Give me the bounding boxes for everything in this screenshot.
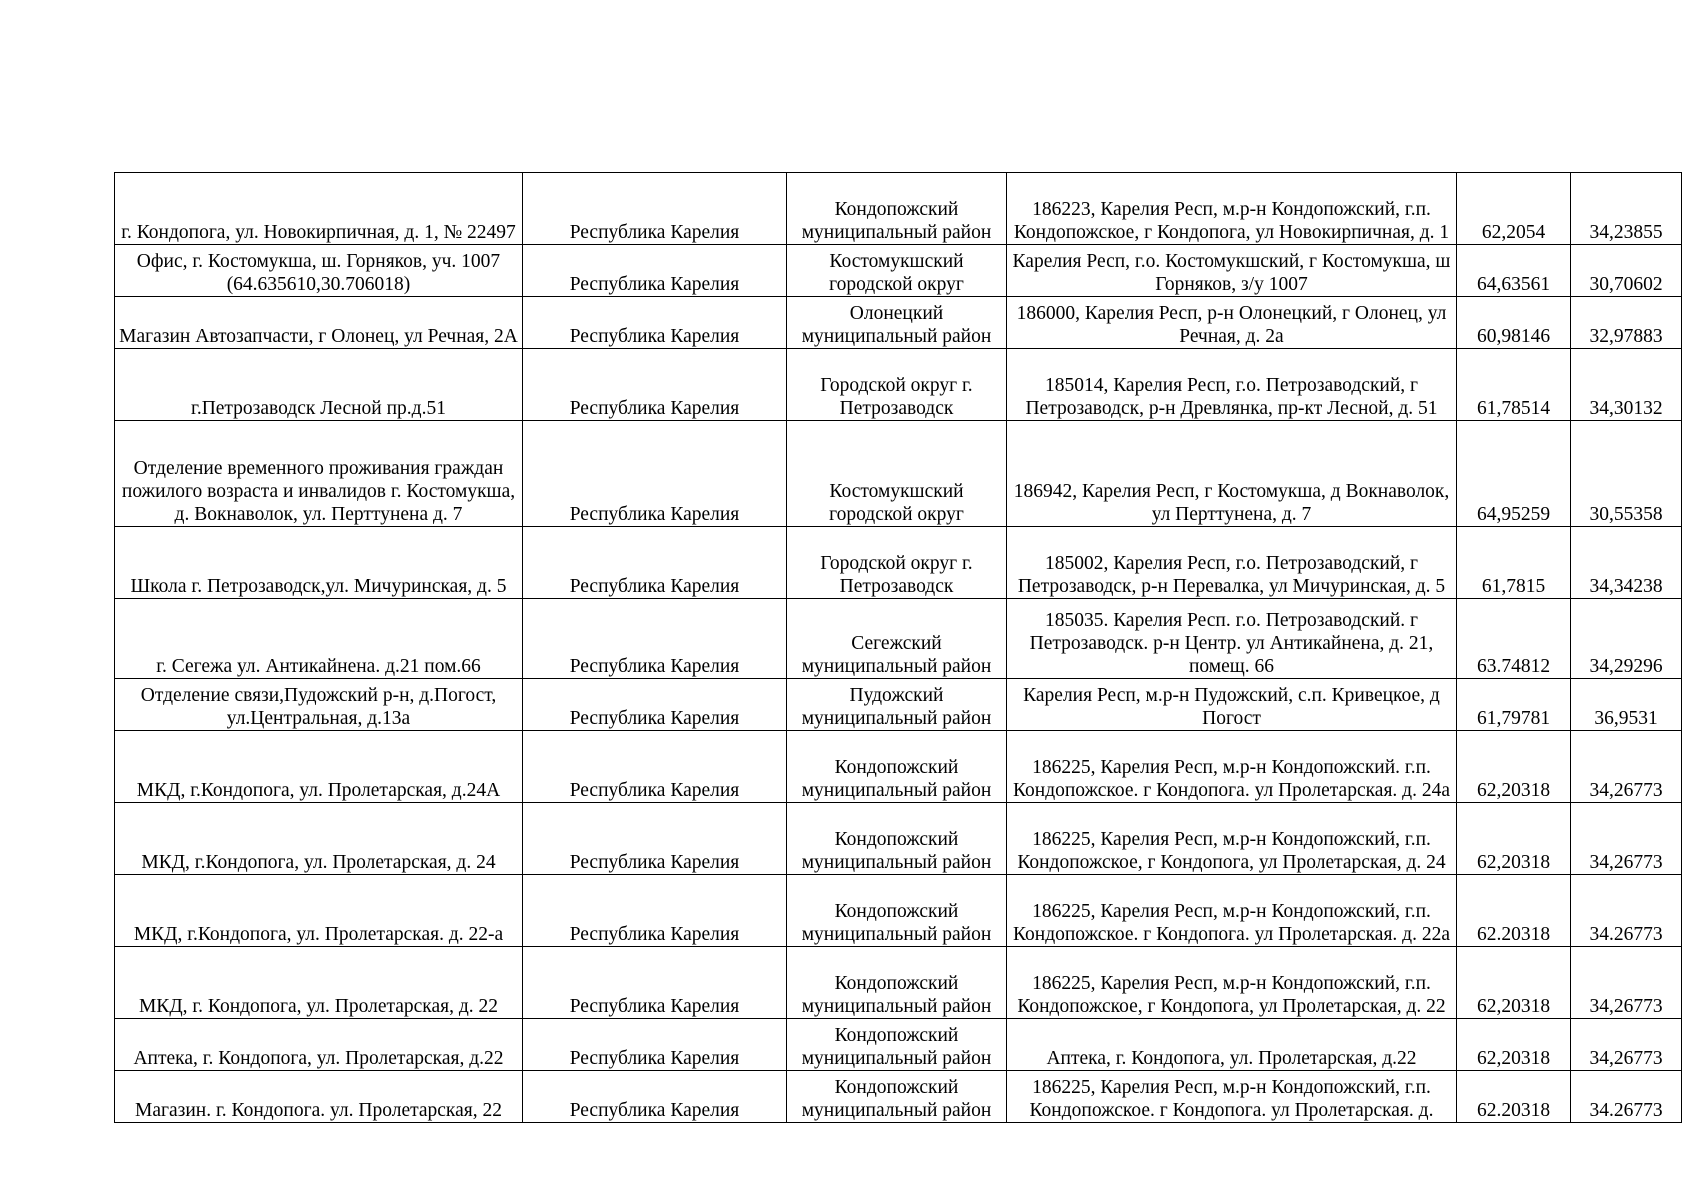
address-cell: 186225, Карелия Респ, м.р-н Кондопожский. г.п. Кондопожское. г Кондопога. ул Пролетарская. д. 24а	[1007, 731, 1457, 803]
longitude-cell: 36,9531	[1571, 679, 1682, 731]
latitude-cell: 62,20318	[1457, 1019, 1571, 1071]
longitude-cell: 34,29296	[1571, 599, 1682, 679]
address-cell: 185002, Карелия Респ, г.о. Петрозаводский, г Петрозаводск, р-н Перевалка, ул Мичуринская, д. 5	[1007, 527, 1457, 599]
longitude-cell: 34,26773	[1571, 731, 1682, 803]
longitude-cell: 34,26773	[1571, 803, 1682, 875]
place-name-cell: МКД, г.Кондопога, ул. Пролетарская, д.24А	[115, 731, 523, 803]
district-cell: Костомукшский городской округ	[787, 421, 1007, 527]
latitude-cell: 63.74812	[1457, 599, 1571, 679]
locations-table	[114, 172, 1682, 1123]
longitude-cell: 34,34238	[1571, 527, 1682, 599]
region-cell: Республика Карелия	[523, 803, 787, 875]
region-cell: Республика Карелия	[523, 173, 787, 245]
table-row	[115, 679, 1682, 731]
place-name-cell: г. Сегежа ул. Антикайнена. д.21 пом.66	[115, 599, 523, 679]
table-row	[115, 599, 1682, 679]
address-cell: 186225, Карелия Респ, м.р-н Кондопожский, г.п. Кондопожское, г Кондопога, ул Пролетарская, д. 24	[1007, 803, 1457, 875]
address-cell: 186225, Карелия Респ, м.р-н Кондопожский, г.п. Кондопожское. г Кондопога. ул Пролетарская. д. 22а	[1007, 875, 1457, 947]
latitude-cell: 61,7815	[1457, 527, 1571, 599]
region-cell: Республика Карелия	[523, 297, 787, 349]
longitude-cell: 34,26773	[1571, 1019, 1682, 1071]
latitude-cell: 62.20318	[1457, 1071, 1571, 1123]
latitude-cell: 60,98146	[1457, 297, 1571, 349]
region-cell: Республика Карелия	[523, 875, 787, 947]
region-cell: Республика Карелия	[523, 527, 787, 599]
longitude-cell: 30,70602	[1571, 245, 1682, 297]
table-row	[115, 297, 1682, 349]
district-cell: Кондопожский муниципальный район	[787, 173, 1007, 245]
longitude-cell: 34,30132	[1571, 349, 1682, 421]
place-name-cell: г. Кондопога, ул. Новокирпичная, д. 1, № 22497	[115, 173, 523, 245]
region-cell: Республика Карелия	[523, 679, 787, 731]
district-cell: Сегежский муниципальный район	[787, 599, 1007, 679]
latitude-cell: 64,95259	[1457, 421, 1571, 527]
district-cell: Кондопожский муниципальный район	[787, 731, 1007, 803]
region-cell: Республика Карелия	[523, 349, 787, 421]
place-name-cell: г.Петрозаводск Лесной пр.д.51	[115, 349, 523, 421]
latitude-cell: 62,20318	[1457, 947, 1571, 1019]
district-cell: Олонецкий муниципальный район	[787, 297, 1007, 349]
latitude-cell: 62,20318	[1457, 731, 1571, 803]
address-cell: 186225, Карелия Респ, м.р-н Кондопожский, г.п. Кондопожское, г Кондопога, ул Пролетарская, д. 22	[1007, 947, 1457, 1019]
longitude-cell: 34.26773	[1571, 875, 1682, 947]
latitude-cell: 62,2054	[1457, 173, 1571, 245]
region-cell: Республика Карелия	[523, 245, 787, 297]
address-cell: 185035. Карелия Респ. г.о. Петрозаводский. г Петрозаводск. р-н Центр. ул Антикайнена, д. 21, помещ. 66	[1007, 599, 1457, 679]
district-cell: Городской округ г. Петрозаводск	[787, 349, 1007, 421]
district-cell: Костомукшский городской округ	[787, 245, 1007, 297]
address-cell: Карелия Респ, м.р-н Пудожский, с.п. Кривецкое, д Погост	[1007, 679, 1457, 731]
table-row	[115, 173, 1682, 245]
table-row	[115, 875, 1682, 947]
address-cell: 186223, Карелия Респ, м.р-н Кондопожский, г.п. Кондопожское, г Кондопога, ул Новокирпичная, д. 1	[1007, 173, 1457, 245]
latitude-cell: 61,78514	[1457, 349, 1571, 421]
region-cell: Республика Карелия	[523, 731, 787, 803]
place-name-cell: МКД, г.Кондопога, ул. Пролетарская. д. 22-а	[115, 875, 523, 947]
district-cell: Кондопожский муниципальный район	[787, 875, 1007, 947]
region-cell: Республика Карелия	[523, 947, 787, 1019]
place-name-cell: Магазин. г. Кондопога. ул. Пролетарская, 22	[115, 1071, 523, 1123]
longitude-cell: 34,26773	[1571, 947, 1682, 1019]
longitude-cell: 34,23855	[1571, 173, 1682, 245]
address-cell: Аптека, г. Кондопога, ул. Пролетарская, д.22	[1007, 1019, 1457, 1071]
latitude-cell: 64,63561	[1457, 245, 1571, 297]
table-row	[115, 1019, 1682, 1071]
district-cell: Городской округ г. Петрозаводск	[787, 527, 1007, 599]
place-name-cell: Магазин Автозапчасти, г Олонец, ул Речная, 2А	[115, 297, 523, 349]
latitude-cell: 62,20318	[1457, 803, 1571, 875]
place-name-cell: Школа г. Петрозаводск,ул. Мичуринская, д. 5	[115, 527, 523, 599]
region-cell: Республика Карелия	[523, 1071, 787, 1123]
table-row	[115, 421, 1682, 527]
table-row	[115, 349, 1682, 421]
latitude-cell: 61,79781	[1457, 679, 1571, 731]
place-name-cell: МКД, г. Кондопога, ул. Пролетарская, д. 22	[115, 947, 523, 1019]
place-name-cell: Отделение связи,Пудожский р-н, д.Погост, ул.Центральная, д.13а	[115, 679, 523, 731]
district-cell: Кондопожский муниципальный район	[787, 947, 1007, 1019]
place-name-cell: Офис, г. Костомукша, ш. Горняков, уч. 1007 (64.635610,30.706018)	[115, 245, 523, 297]
district-cell: Кондопожский муниципальный район	[787, 1071, 1007, 1123]
table-row	[115, 803, 1682, 875]
place-name-cell: Отделение временного проживания граждан пожилого возраста и инвалидов г. Костомукша, д. Вокнаволок, ул. Перттунена д. 7	[115, 421, 523, 527]
table-row	[115, 1071, 1682, 1123]
district-cell: Пудожский муниципальный район	[787, 679, 1007, 731]
table-row	[115, 245, 1682, 297]
longitude-cell: 34.26773	[1571, 1071, 1682, 1123]
longitude-cell: 30,55358	[1571, 421, 1682, 527]
region-cell: Республика Карелия	[523, 1019, 787, 1071]
longitude-cell: 32,97883	[1571, 297, 1682, 349]
address-cell: 185014, Карелия Респ, г.о. Петрозаводский, г Петрозаводск, р-н Древлянка, пр-кт Лесной, д. 51	[1007, 349, 1457, 421]
place-name-cell: Аптека, г. Кондопога, ул. Пролетарская, д.22	[115, 1019, 523, 1071]
table-row	[115, 947, 1682, 1019]
region-cell: Республика Карелия	[523, 599, 787, 679]
address-cell: 186942, Карелия Респ, г Костомукша, д Вокнаволок, ул Перттунена, д. 7	[1007, 421, 1457, 527]
address-cell: 186000, Карелия Респ, р-н Олонецкий, г Олонец, ул Речная, д. 2а	[1007, 297, 1457, 349]
table-row	[115, 731, 1682, 803]
address-cell: Карелия Респ, г.о. Костомукшский, г Костомукша, ш Горняков, з/у 1007	[1007, 245, 1457, 297]
district-cell: Кондопожский муниципальный район	[787, 1019, 1007, 1071]
table-row	[115, 527, 1682, 599]
table-body	[115, 173, 1682, 1123]
district-cell: Кондопожский муниципальный район	[787, 803, 1007, 875]
address-cell: 186225, Карелия Респ, м.р-н Кондопожский, г.п. Кондопожское. г Кондопога. ул Пролетарская. д.	[1007, 1071, 1457, 1123]
region-cell: Республика Карелия	[523, 421, 787, 527]
place-name-cell: МКД, г.Кондопога, ул. Пролетарская, д. 24	[115, 803, 523, 875]
latitude-cell: 62.20318	[1457, 875, 1571, 947]
